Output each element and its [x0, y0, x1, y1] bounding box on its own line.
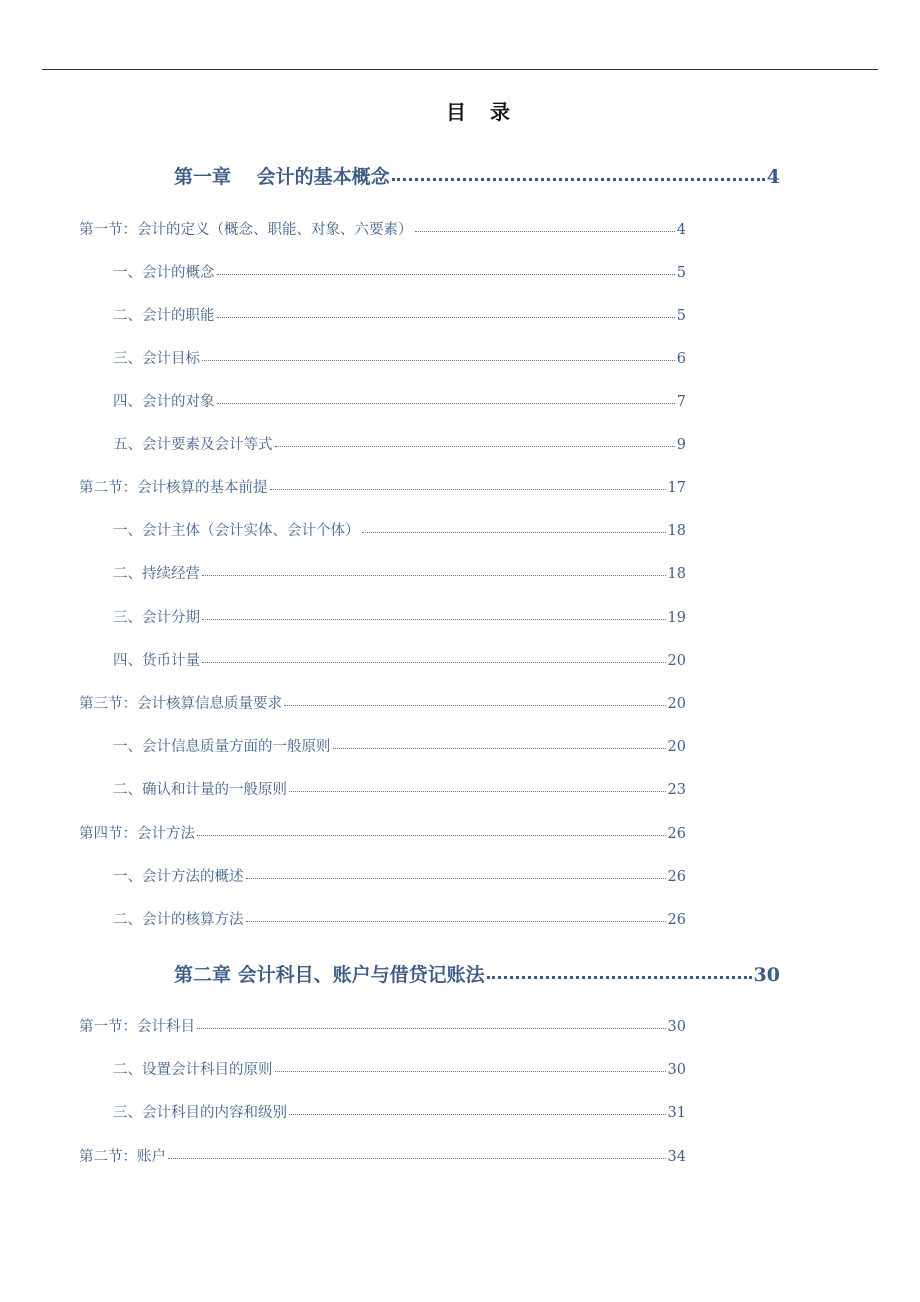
toc-dot-leader — [487, 975, 752, 979]
toc-entry-label: 二、设置会计科目的原则 — [113, 1062, 273, 1078]
toc-entry-label: 四、货币计量 — [113, 653, 200, 669]
toc-item-entry[interactable] — [113, 908, 686, 928]
toc-entry-label: 一、会计信息质量方面的一般原则 — [113, 739, 331, 755]
toc-entry-label: 三、会计目标 — [113, 351, 200, 367]
toc-dot-leader — [217, 273, 675, 275]
toc-entry-label: 一、会计方法的概述 — [113, 869, 244, 885]
toc-section-entry[interactable] — [79, 692, 686, 712]
toc-entry-label: 第一节：会计的定义（概念、职能、对象、六要素） — [79, 222, 413, 238]
toc-item-entry[interactable] — [113, 649, 686, 669]
toc-dot-leader — [246, 877, 666, 879]
toc-item-entry[interactable] — [113, 304, 686, 324]
toc-dot-leader — [197, 1027, 666, 1029]
toc-section-entry[interactable] — [79, 822, 686, 842]
toc-page-number: 5 — [676, 265, 686, 281]
toc-dot-leader — [202, 359, 675, 361]
page-title: 目 录 — [446, 100, 512, 124]
toc-entry-label: 第二章 会计科目、账户与借贷记账法 — [174, 964, 485, 986]
toc-entry-label: 二、会计的核算方法 — [113, 912, 244, 928]
toc-entry-label: 二、持续经营 — [113, 566, 200, 582]
toc-item-entry[interactable] — [113, 390, 686, 410]
toc-page-number: 18 — [667, 566, 686, 582]
toc-dot-leader — [217, 316, 675, 318]
toc-item-entry[interactable] — [113, 562, 686, 582]
toc-item-entry[interactable] — [113, 433, 686, 453]
toc-entry-label: 二、确认和计量的一般原则 — [113, 782, 287, 798]
toc-item-entry[interactable] — [113, 606, 686, 626]
toc-chapter-entry[interactable] — [174, 162, 780, 188]
toc-entry-label: 第二节：账户 — [79, 1149, 166, 1165]
toc-dot-leader — [197, 834, 666, 836]
toc-entry-label: 第二节：会计核算的基本前提 — [79, 480, 268, 496]
toc-page-number: 31 — [667, 1105, 686, 1121]
toc-page-number: 4 — [766, 166, 780, 188]
toc-section-entry[interactable] — [79, 1015, 686, 1035]
toc-item-entry[interactable] — [113, 735, 686, 755]
toc-entry-label: 第三节：会计核算信息质量要求 — [79, 696, 282, 712]
toc-dot-leader — [168, 1157, 666, 1159]
toc-page-number: 30 — [753, 964, 780, 986]
toc-page-number: 20 — [667, 696, 686, 712]
toc-page-number: 9 — [676, 437, 686, 453]
toc-entry-label: 第四节：会计方法 — [79, 826, 195, 842]
toc-page-number: 23 — [667, 782, 686, 798]
toc-item-entry[interactable] — [113, 778, 686, 798]
toc-page-number: 30 — [667, 1019, 686, 1035]
toc-entry-label: 五、会计要素及会计等式 — [113, 437, 273, 453]
toc-item-entry[interactable] — [113, 519, 686, 539]
toc-page-number: 18 — [667, 523, 686, 539]
toc-section-entry[interactable] — [79, 1145, 686, 1165]
toc-entry-label: 四、会计的对象 — [113, 394, 215, 410]
toc-entry-label: 三、会计分期 — [113, 610, 200, 626]
toc-dot-leader — [202, 574, 666, 576]
toc-page-number: 6 — [676, 351, 686, 367]
toc-dot-leader — [362, 531, 666, 533]
toc-item-entry[interactable] — [113, 865, 686, 885]
toc-section-entry[interactable] — [79, 476, 686, 496]
toc-dot-leader — [289, 790, 666, 792]
toc-entry-label: 第一章 会计的基本概念 — [174, 166, 390, 188]
toc-chapter-entry[interactable] — [174, 960, 780, 986]
toc-dot-leader — [202, 618, 666, 620]
toc-page-number: 4 — [676, 222, 686, 238]
toc-entry-label: 二、会计的职能 — [113, 308, 215, 324]
toc-page-number: 26 — [667, 912, 686, 928]
toc-entry-label: 一、会计主体（会计实体、会计个体） — [113, 523, 360, 539]
toc-item-entry[interactable] — [113, 1058, 686, 1078]
toc-page-number: 26 — [667, 826, 686, 842]
toc-page-number: 5 — [676, 308, 686, 324]
toc-dot-leader — [275, 445, 675, 447]
toc-dot-leader — [275, 1070, 666, 1072]
toc-dot-leader — [270, 488, 666, 490]
toc-item-entry[interactable] — [113, 1101, 686, 1121]
toc-dot-leader — [217, 402, 675, 404]
toc-page-number: 7 — [676, 394, 686, 410]
toc-entry-label: 一、会计的概念 — [113, 265, 215, 281]
toc-dot-leader — [392, 177, 765, 181]
toc-entry-label: 第一节：会计科目 — [79, 1019, 195, 1035]
toc-dot-leader — [246, 920, 666, 922]
toc-page-number: 30 — [667, 1062, 686, 1078]
toc-section-entry[interactable] — [79, 218, 686, 238]
toc-page-number: 20 — [667, 653, 686, 669]
toc-page-number: 20 — [667, 739, 686, 755]
toc-page-number: 19 — [667, 610, 686, 626]
toc-entry-label: 三、会计科目的内容和级别 — [113, 1105, 287, 1121]
toc-page-number: 26 — [667, 869, 686, 885]
toc-dot-leader — [289, 1113, 666, 1115]
toc-dot-leader — [202, 661, 666, 663]
toc-dot-leader — [415, 230, 675, 232]
header-rule — [42, 69, 878, 70]
toc-page-number: 34 — [667, 1149, 686, 1165]
toc-dot-leader — [333, 747, 666, 749]
toc-item-entry[interactable] — [113, 347, 686, 367]
toc-page-number: 17 — [667, 480, 686, 496]
toc-dot-leader — [284, 704, 666, 706]
toc-item-entry[interactable] — [113, 261, 686, 281]
